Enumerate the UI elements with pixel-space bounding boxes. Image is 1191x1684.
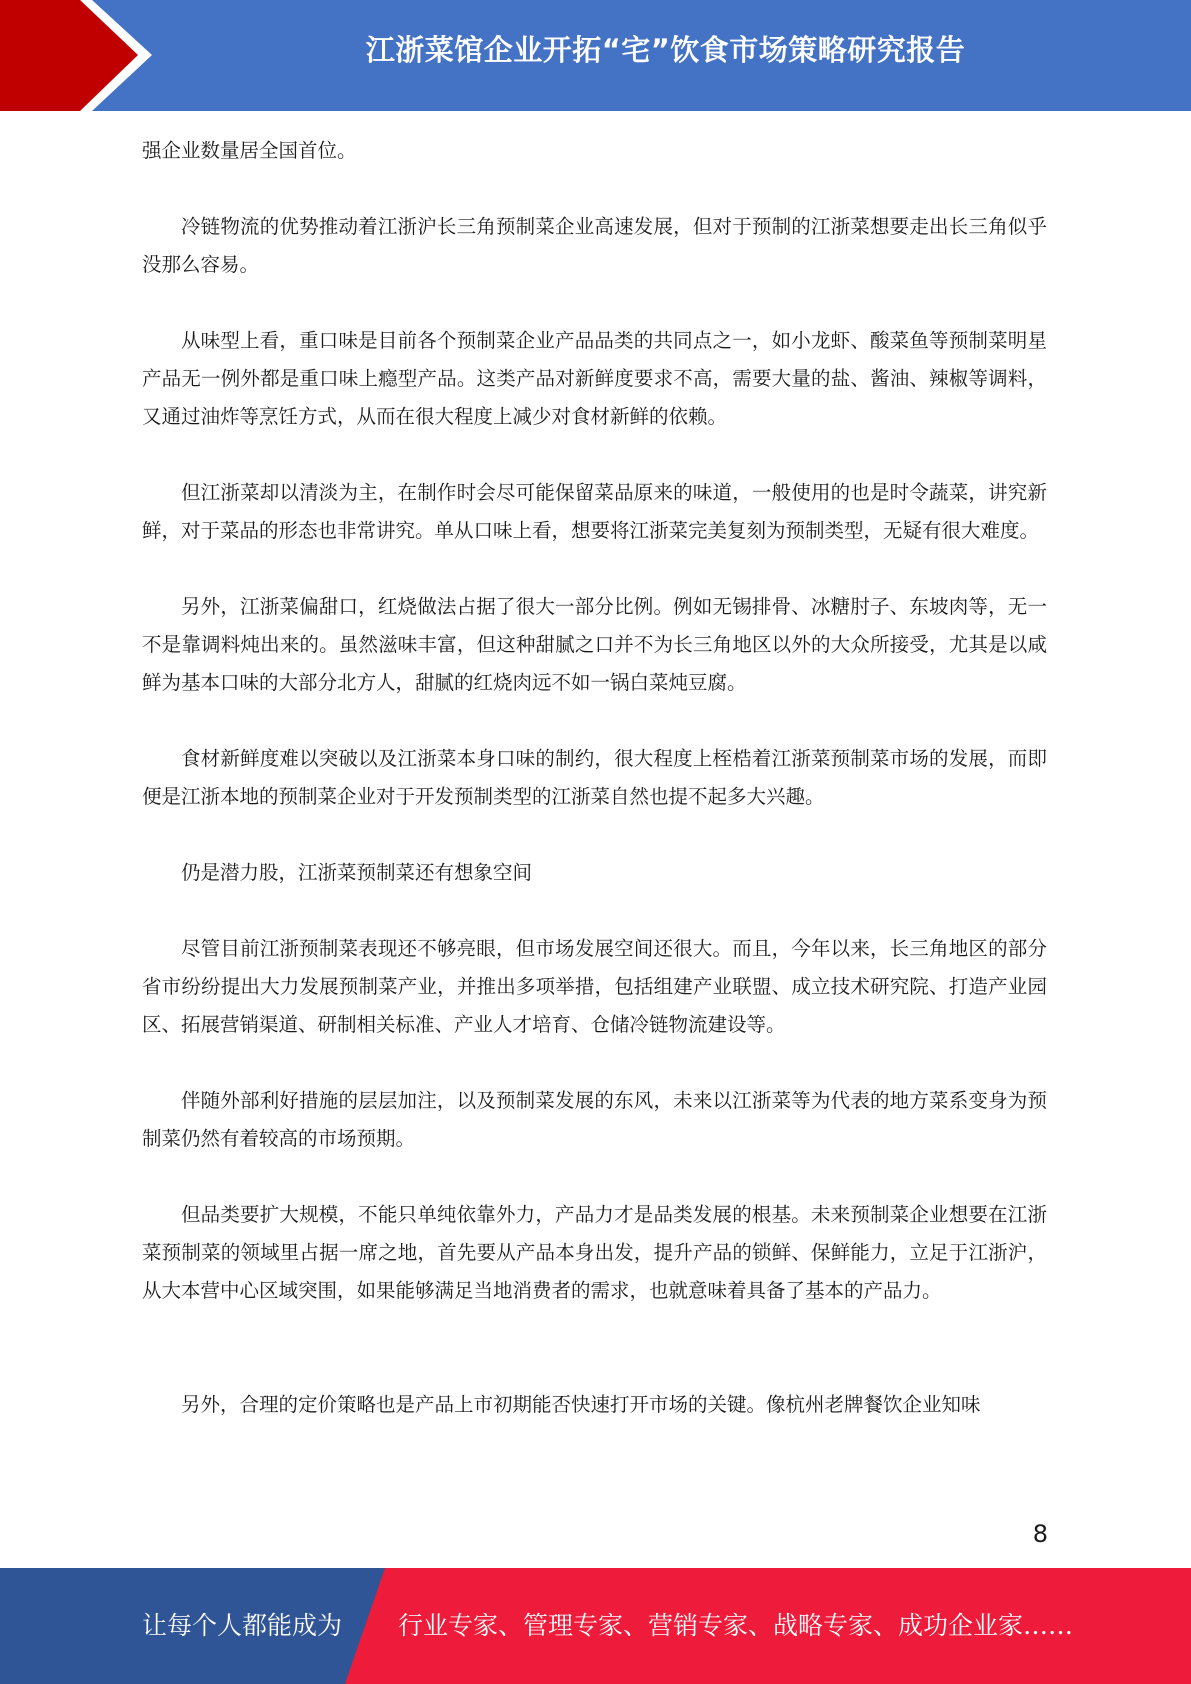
paragraph: 强企业数量居全国首位。 (142, 139, 357, 162)
page-footer (0, 1568, 1191, 1684)
paragraph: 另外，江浙菜偏甜口，红烧做法占据了很大一部分比例。例如无锡排骨、冰糖肘子、东坡肉等，无一不是靠调料炖出来的。虽然滋味丰富，但这种甜腻之口并不为长三角地区以外的大众所接受，尤其是以咸鲜为基本口味的大部分北方人，甜腻的红烧肉远不如一锅白菜炖豆腐。 (142, 595, 1047, 694)
paragraph: 另外，合理的定价策略也是产品上市初期能否快速打开市场的关键。像杭州老牌餐饮企业知味 (181, 1393, 981, 1416)
paragraph: 尽管目前江浙预制菜表现还不够亮眼，但市场发展空间还很大。而且，今年以来，长三角地区的部分省市纷纷提出大力发展预制菜产业，并推出多项举措，包括组建产业联盟、成立技术研究院、打造产业园区、拓展营销渠道、研制相关标准、产业人才培育、仓储冷链物流建设等。 (142, 937, 1047, 1036)
footer-slogan-right: 行业专家、管理专家、营销专家、战略专家、成功企业家…… (398, 1611, 1074, 1640)
paragraph: 食材新鲜度难以突破以及江浙菜本身口味的制约，很大程度上桎梏着江浙菜预制菜市场的发展，而即便是江浙本地的预制菜企业对于开发预制类型的江浙菜自然也提不起多大兴趣。 (142, 747, 1047, 808)
section-heading: 仍是潜力股，江浙菜预制菜还有想象空间 (181, 861, 533, 884)
paragraph: 伴随外部利好措施的层层加注，以及预制菜发展的东风，未来以江浙菜等为代表的地方菜系变身为预制菜仍然有着较高的市场预期。 (142, 1089, 1047, 1150)
page-number: 8 (1032, 1520, 1048, 1548)
paragraph: 但品类要扩大规模，不能只单纯依靠外力，产品力才是品类发展的根基。未来预制菜企业想要在江浙菜预制菜的领域里占据一席之地，首先要从产品本身出发，提升产品的锁鲜、保鲜能力，立足于江浙沪，从大本营中心区域突围，如果能够满足当地消费者的需求，也就意味着具备了基本的产品力。 (142, 1203, 1047, 1302)
report-title: 江浙菜馆企业开拓“宅”饮食市场策略研究报告 (365, 33, 966, 67)
footer-slogan-left: 让每个人都能成为 (142, 1611, 343, 1640)
header-chevron-decoration (0, 0, 160, 111)
document-body (142, 132, 1047, 1424)
paragraph: 从味型上看，重口味是目前各个预制菜企业产品品类的共同点之一，如小龙虾、酸菜鱼等预制菜明星产品无一例外都是重口味上瘾型产品。这类产品对新鲜度要求不高，需要大量的盐、酱油、辣椒等调料，又通过油炸等烹饪方式，从而在很大程度上减少对食材新鲜的依赖。 (142, 329, 1047, 428)
paragraph: 但江浙菜却以清淡为主，在制作时会尽可能保留菜品原来的味道，一般使用的也是时令蔬菜，讲究新鲜，对于菜品的形态也非常讲究。单从口味上看，想要将江浙菜完美复刻为预制类型，无疑有很大难度。 (142, 481, 1047, 542)
paragraph: 冷链物流的优势推动着江浙沪长三角预制菜企业高速发展，但对于预制的江浙菜想要走出长三角似乎没那么容易。 (142, 215, 1047, 276)
page-header (0, 0, 1191, 111)
